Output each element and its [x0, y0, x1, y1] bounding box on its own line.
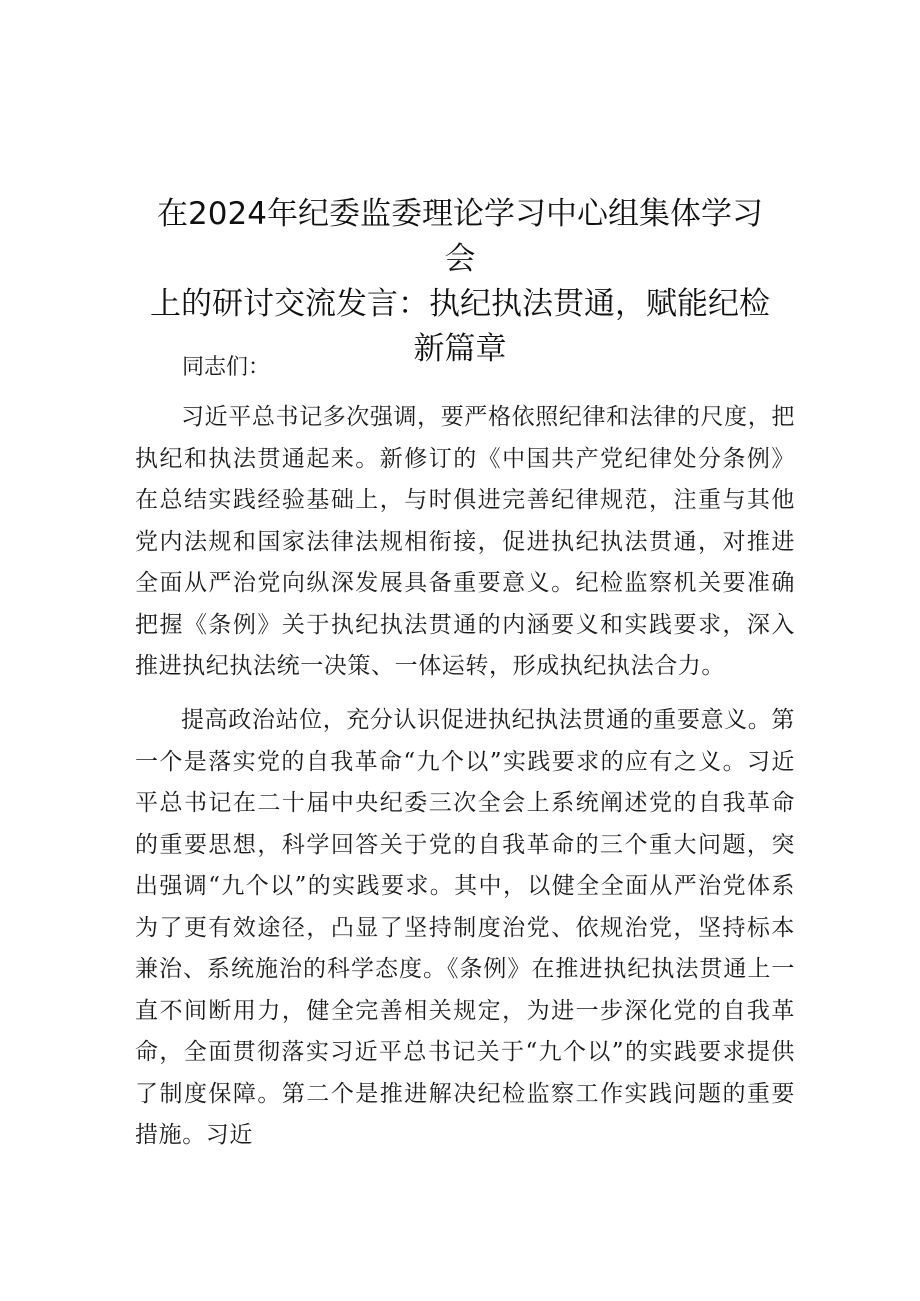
- paragraph: 习近平总书记多次强调，要严格依照纪律和法律的尺度，把执纪和执法贯通起来。新修订的《中国共产党纪律处分条例》在总结实践经验基础上，与时俱进完善纪律规范，注重与其他党内法规和国家法律法规相衔接，促进执纪执法贯通，对推进全面从严治党向纵深发展具备重要意义。纪检监察机关要准确把握《条例》关于执纪执法贯通的内涵要义和实践要求，深入推进执纪执法统一决策、一体运转，形成执纪执法合力。: [135, 404, 795, 679]
- document-title: [150, 192, 770, 372]
- title-line: 在2024年纪委监委理论学习中心组集体学习会: [157, 196, 763, 277]
- title-line: 新篇章: [413, 331, 507, 367]
- paragraph: 提高政治站位，充分认识促进执纪执法贯通的重要意义。第一个是落实党的自我革命“九个以”实践要求的应有之义。习近平总书记在二十届中央纪委三次全会上系统阐述党的自我革命的重要思想，科学回答关于党的自我革命的三个重大问题，突出强调“九个以”的实践要求。其中，以健全全面从严治党体系为了更有效途径，凸显了坚持制度治党、依规治党，坚持标本兼治、系统施治的科学态度。《条例》在推进执纪执法贯通上一直不间断用力，健全完善相关规定，为进一步深化党的自我革命，全面贯彻落实习近平总书记关于“九个以”的实践要求提供了制度保障。第二个是推进解决纪检监察工作实践问题的重要措施。习近: [135, 707, 795, 1148]
- greeting: 同志们：: [182, 355, 271, 380]
- title-line: 上的研讨交流发言：执纪执法贯通，赋能纪检: [150, 286, 770, 322]
